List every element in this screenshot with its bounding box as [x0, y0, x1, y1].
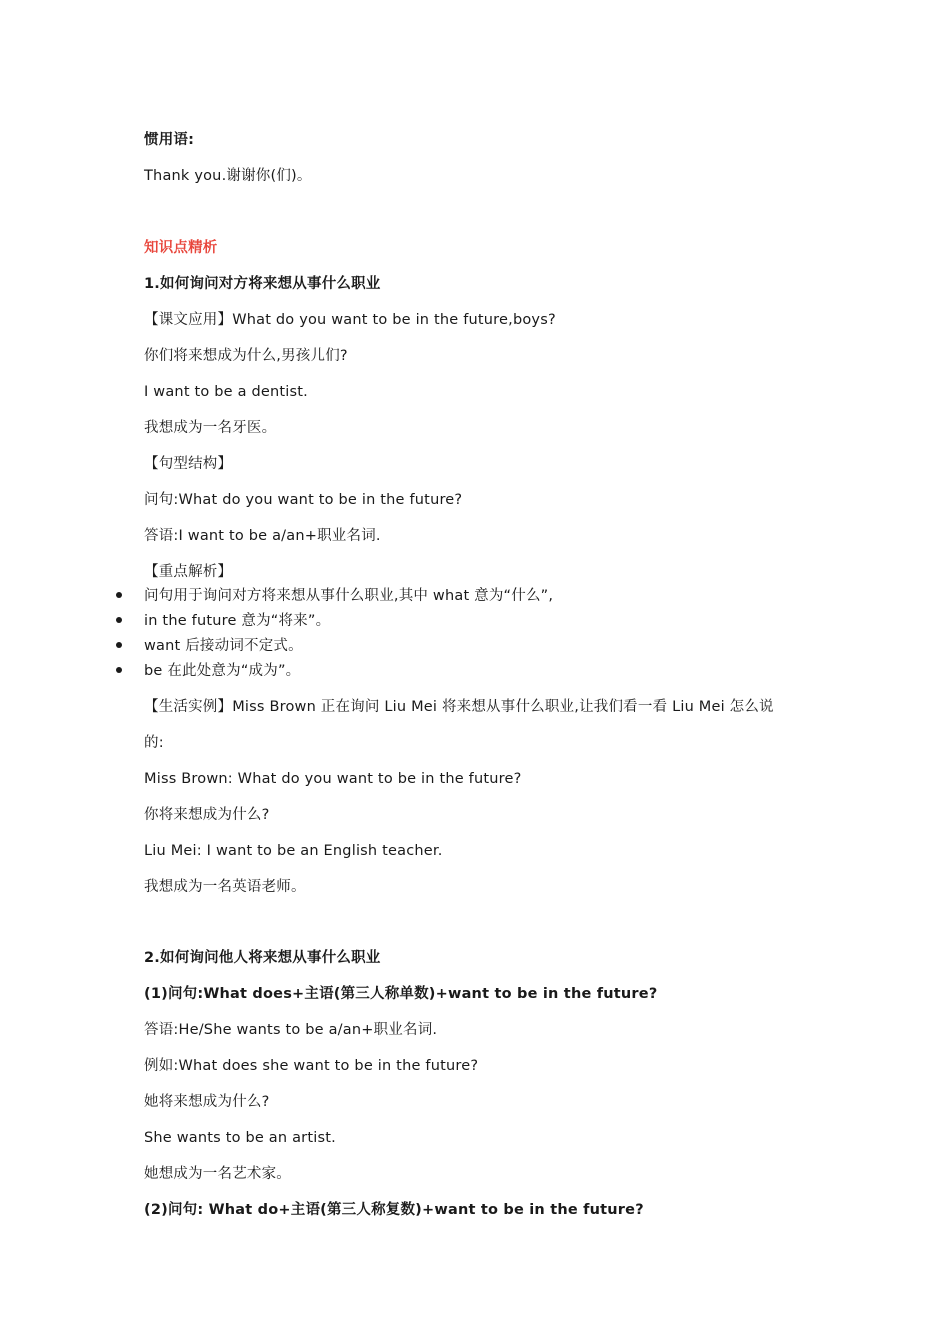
bullet-icon: [116, 617, 122, 623]
bullet-icon: [116, 592, 122, 598]
bullet-icon: [116, 667, 122, 673]
bullet-item: want 后接动词不定式。: [144, 638, 303, 654]
section1-line: 【重点解析】: [144, 564, 233, 580]
idiom-thank-you: Thank you.谢谢你(们)。: [144, 168, 312, 184]
section1-title: 1.如何询问对方将来想从事什么职业: [144, 276, 381, 292]
section1-line: 我想成为一名牙医。: [144, 420, 277, 436]
section1-line: 【课文应用】What do you want to be in the future,boys?: [144, 312, 556, 328]
section1-line: 问句:What do you want to be in the future?: [144, 492, 463, 508]
example-line: 【生活实例】Miss Brown 正在询问 Liu Mei 将来想从事什么职业,让我们看一看 Liu Mei 怎么说: [144, 699, 774, 715]
section2-line: 她想成为一名艺术家。: [144, 1166, 291, 1182]
example-line: 的:: [144, 735, 164, 751]
bullet-item: be 在此处意为“成为”。: [144, 663, 301, 679]
bullet-item: 问句用于询问对方将来想从事什么职业,其中 what 意为“什么”,: [144, 588, 554, 604]
section1-line: 答语:I want to be a/an+职业名词.: [144, 528, 381, 544]
section2-line: She wants to be an artist.: [144, 1130, 336, 1146]
example-line: 你将来想成为什么?: [144, 807, 270, 823]
idioms-heading: 惯用语:: [144, 132, 195, 148]
section2-line: 答语:He/She wants to be a/an+职业名词.: [144, 1022, 438, 1038]
example-line: Miss Brown: What do you want to be in the future?: [144, 771, 522, 787]
section1-line: 【句型结构】: [144, 456, 233, 472]
example-line: Liu Mei: I want to be an English teacher.: [144, 843, 443, 859]
bullet-item: in the future 意为“将来”。: [144, 613, 331, 629]
section1-line: I want to be a dentist.: [144, 384, 308, 400]
bullet-icon: [116, 642, 122, 648]
section1-line: 你们将来想成为什么,男孩儿们?: [144, 348, 348, 364]
example-line: 我想成为一名英语老师。: [144, 879, 306, 895]
section2-title: 2.如何询问他人将来想从事什么职业: [144, 950, 381, 966]
section2-sub1: (1)问句:What does+主语(第三人称单数)+want to be in the future?: [144, 986, 658, 1002]
section2-line: 例如:What does she want to be in the future?: [144, 1058, 479, 1074]
section2-sub2: (2)问句: What do+主语(第三人称复数)+want to be in the future?: [144, 1202, 644, 1218]
analysis-heading: 知识点精析: [144, 240, 218, 256]
section2-line: 她将来想成为什么?: [144, 1094, 270, 1110]
